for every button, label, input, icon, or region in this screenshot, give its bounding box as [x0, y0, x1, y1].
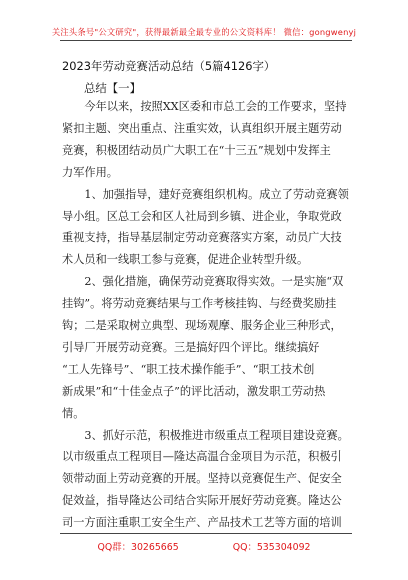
body-text-line: 2、强化措施，确保劳动竞赛取得实效。一是实施“双 [62, 275, 344, 289]
footer-contacts [0, 539, 408, 553]
body-text-line: 导小组。区总工会和区人社局到乡镇、进企业，争取党政 [62, 209, 342, 223]
qq-group-text: QQ群：30265665 [97, 542, 179, 553]
document-title: 2023年劳动竞赛活动总结（5篇4126字） [62, 59, 276, 73]
footer-rule [60, 533, 352, 534]
body-text-line: 促效益，指导隆达公司结合实际开展好劳动竞赛。隆达公 [62, 494, 342, 508]
body-text-line: 1、加强指导，建好竞赛组织机构。成立了劳动竞赛领 [62, 187, 349, 201]
body-text-line: 领带动面上劳动竞赛的开展。坚持以竞赛促生产、促安全 [62, 472, 342, 486]
header-banner: 关注头条号"公文研究"，获得最新最全最专业的公文资料库！ 微信：gongwenyj [51, 27, 357, 37]
section-heading: 总结【一】 [84, 81, 141, 95]
body-text-line: 术人员和一线职工参与竞赛，促进企业转型升级。 [62, 253, 309, 267]
body-text-line: 力军作用。 [62, 165, 118, 179]
body-text-line: 新成果”和“十佳金点子”的评比活动，激发职工劳动热 [62, 384, 326, 398]
body-text-line: 引导厂开展劳动竞赛。三是搞好四个评比。继续搞好 [62, 340, 320, 354]
body-text-line: 3、抓好示范，积极推进市级重点工程项目建设竞赛。 [62, 428, 349, 442]
body-text-line: 挂钩”。将劳动竞赛结果与工作考核挂钩、与经费奖励挂 [62, 297, 337, 311]
body-text-line: 司一方面注重职工安全生产、产品技术工艺等方面的培训 [62, 516, 342, 530]
qq-number-text: QQ：535304092 [232, 542, 311, 553]
body-text-line: 重视支持，指导基层制定劳动竞赛落实方案，动员广大技 [62, 231, 342, 245]
body-text-line: 今年以来，按照XX区委和市总工会的工作要求，坚持 [62, 100, 347, 113]
body-text-line: 竞赛，积极团结动员广大职工在“十三五”规划中发挥主 [62, 143, 331, 157]
body-text-line: 以市级重点工程项目—隆达高温合金项目为示范，积极引 [62, 450, 342, 464]
body-text-line: 钩；二是采取树立典型、现场观摩、服务企业三种形式， [62, 319, 342, 332]
body-text-line: 情。 [62, 406, 85, 420]
body-text-line: 紧扣主题、突出重点、注重实效，认真组织开展主题劳动 [62, 121, 342, 135]
header-rule [60, 40, 352, 41]
body-text-line: “工人先锋号”、“职工技术操作能手”、“职工技术创 [62, 362, 315, 376]
